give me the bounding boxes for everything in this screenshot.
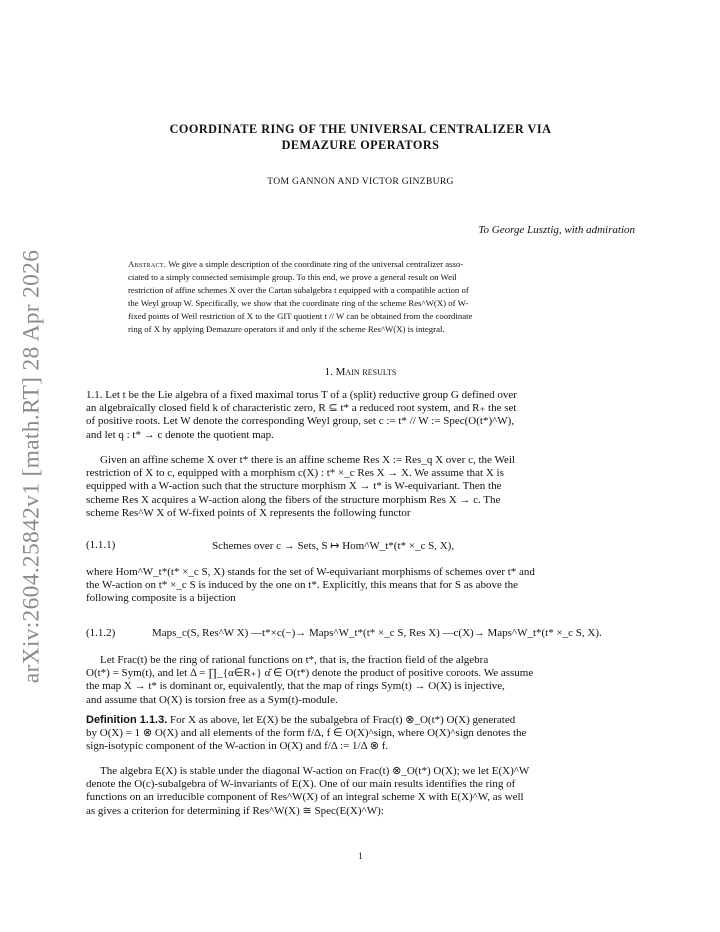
abstract-heading: Abstract. xyxy=(128,259,167,269)
title-line-2: DEMAZURE OPERATORS xyxy=(281,138,440,152)
arxiv-identifier-stamp xyxy=(6,246,58,686)
paragraph-line: Given an affine scheme X over t* there is an affine scheme Res X := Res_q X over c, the Weil xyxy=(100,454,515,466)
abstract-line-2: ciated to a simply connected semisimple group. To this end, we prove a general result on Weil xyxy=(128,271,457,282)
paragraph-line: scheme Res X acquires a W-action along the fibers of the structure morphism Res X → c. The xyxy=(86,493,501,506)
abstract-line-6: ring of X by applying Demazure operators if and only if the scheme Res^W(X) is integral. xyxy=(128,323,445,334)
equation-content: Maps_c(S, Res^W X) —t*×c(−)→ Maps^W_t*(t* ×_c S, Res X) —c(X)→ Maps^W_t*(t* ×_c S, X). xyxy=(152,627,602,639)
page-number: 1 xyxy=(358,851,363,861)
paragraph-line: equipped with a W-action such that the structure morphism X → t* is W-equivariant. Then the xyxy=(86,480,502,493)
paragraph-frac xyxy=(86,654,635,707)
paragraph-line: following composite is a bijection xyxy=(86,592,236,605)
abstract-line-1: Abstract. We give a simple description of the coordinate ring of the universal centralizer asso- xyxy=(128,259,464,269)
paragraph-line: the W-action on t* ×_c S is induced by the one on t*. Explicitly, this means that for S as above the xyxy=(86,579,519,592)
paragraph-line: where Hom^W_t*(t* ×_c S, X) stands for the set of W-equivariant morphisms of schemes over t* and xyxy=(86,566,535,578)
paragraph-line: 1.1. Let t be the Lie algebra of a fixed maximal torus T of a (split) reductive group G defined over xyxy=(86,389,517,401)
paragraph-line: The algebra E(X) is stable under the diagonal W-action on Frac(t) ⊗_O(t*) O(X); we let E(X)^W xyxy=(100,765,530,777)
abstract-block xyxy=(128,258,596,335)
abstract-line-5: fixed points of Weil restriction of X to the GIT quotient t // W can be obtained from the coordinate xyxy=(128,310,473,321)
author-line: TOM GANNON AND VICTOR GINZBURG xyxy=(267,176,454,187)
definition-line-1: Definition 1.1.3. For X as above, let E(X) be the subalgebra of Frac(t) ⊗_O(t*) O(X) generated xyxy=(86,714,516,726)
paragraph-line: the map X → t* is dominant or, equivalently, that the map of rings Sym(t) → O(X) is injective, xyxy=(86,680,505,693)
paragraph-line: and let q : t* → c denote the quotient map. xyxy=(86,428,274,441)
definition-label: Definition 1.1.3. xyxy=(86,714,168,726)
abstract-line-3: restriction of affine schemes X over the Cartan subalgebra t equipped with a compatible action of xyxy=(128,284,469,295)
paragraph-line: Let Frac(t) be the ring of rational functions on t*, that is, the fraction field of the algebra xyxy=(100,654,489,666)
paragraph-line: as gives a criterion for determining if Res^W(X) ≅ Spec(E(X)^W): xyxy=(86,804,384,817)
equation-number: (1.1.2) xyxy=(86,627,116,639)
abstract-line-4: the Weyl group W. Specifically, we show that the coordinate ring of the scheme Res^W(X) of W- xyxy=(128,297,469,308)
section-title: 1. Main results xyxy=(324,366,397,378)
section-heading xyxy=(86,366,635,378)
paragraph-line: denote the O(c)-subalgebra of W-invariants of E(X). One of our main results identifies the ring of xyxy=(86,778,516,791)
paragraph-line: restriction of X to c, equipped with a morphism c(X) : t* ×_c Res X → X. We assume that X is xyxy=(86,467,504,480)
paragraph-line: scheme Res^W X of W-fixed points of X represents the following functor xyxy=(86,506,411,519)
arxiv-identifier-text: arXiv:2604.25842v1 [math.RT] 28 Apr 2026 xyxy=(18,249,45,683)
paragraph-line: functions on an irreducible component of Res^W(X) of an integral scheme X with E(X)^W, as well xyxy=(86,791,524,804)
paragraph-hom-functor xyxy=(86,566,635,606)
definition-line-2: by O(X) = 1 ⊗ O(X) and all elements of the form f/Δ, f ∈ O(X)^sign, where O(X)^sign denotes the xyxy=(86,727,527,740)
equation-1-1-2 xyxy=(86,627,635,641)
paragraph-1-1 xyxy=(86,389,635,442)
paper-title xyxy=(86,121,635,153)
equation-number: (1.1.1) xyxy=(86,539,116,551)
dedication: To George Lusztig, with admiration xyxy=(478,224,635,236)
paragraph-weil-restriction xyxy=(86,454,635,520)
definition-line-3: sign-isotypic component of the W-action in O(X) and f/Δ := 1/Δ ⊗ f. xyxy=(86,740,389,753)
title-line-1: COORDINATE RING OF THE UNIVERSAL CENTRALIZER VIA xyxy=(169,122,552,136)
paragraph-main-result xyxy=(86,765,635,818)
equation-1-1-1 xyxy=(86,539,635,553)
equation-content: Schemes over c → Sets, S ↦ Hom^W_t*(t* ×_c S, X), xyxy=(212,540,455,552)
definition-1-1-3 xyxy=(86,714,635,754)
paragraph-line: O(t*) = Sym(t), and let Δ = ∏_{α∈R₊} α̌ ∈ O(t*) denote the product of positive coroots. We assume xyxy=(86,667,534,680)
paragraph-line: an algebraically closed field k of characteristic zero, R ⊆ t* a reduced root system, and R₊ the set xyxy=(86,402,517,415)
paragraph-line: of positive roots. Let W denote the corresponding Weyl group, set c := t* // W := Spec(O(t*)^W), xyxy=(86,415,515,428)
paragraph-line: and assume that O(X) is torsion free as a Sym(t)-module. xyxy=(86,693,338,706)
